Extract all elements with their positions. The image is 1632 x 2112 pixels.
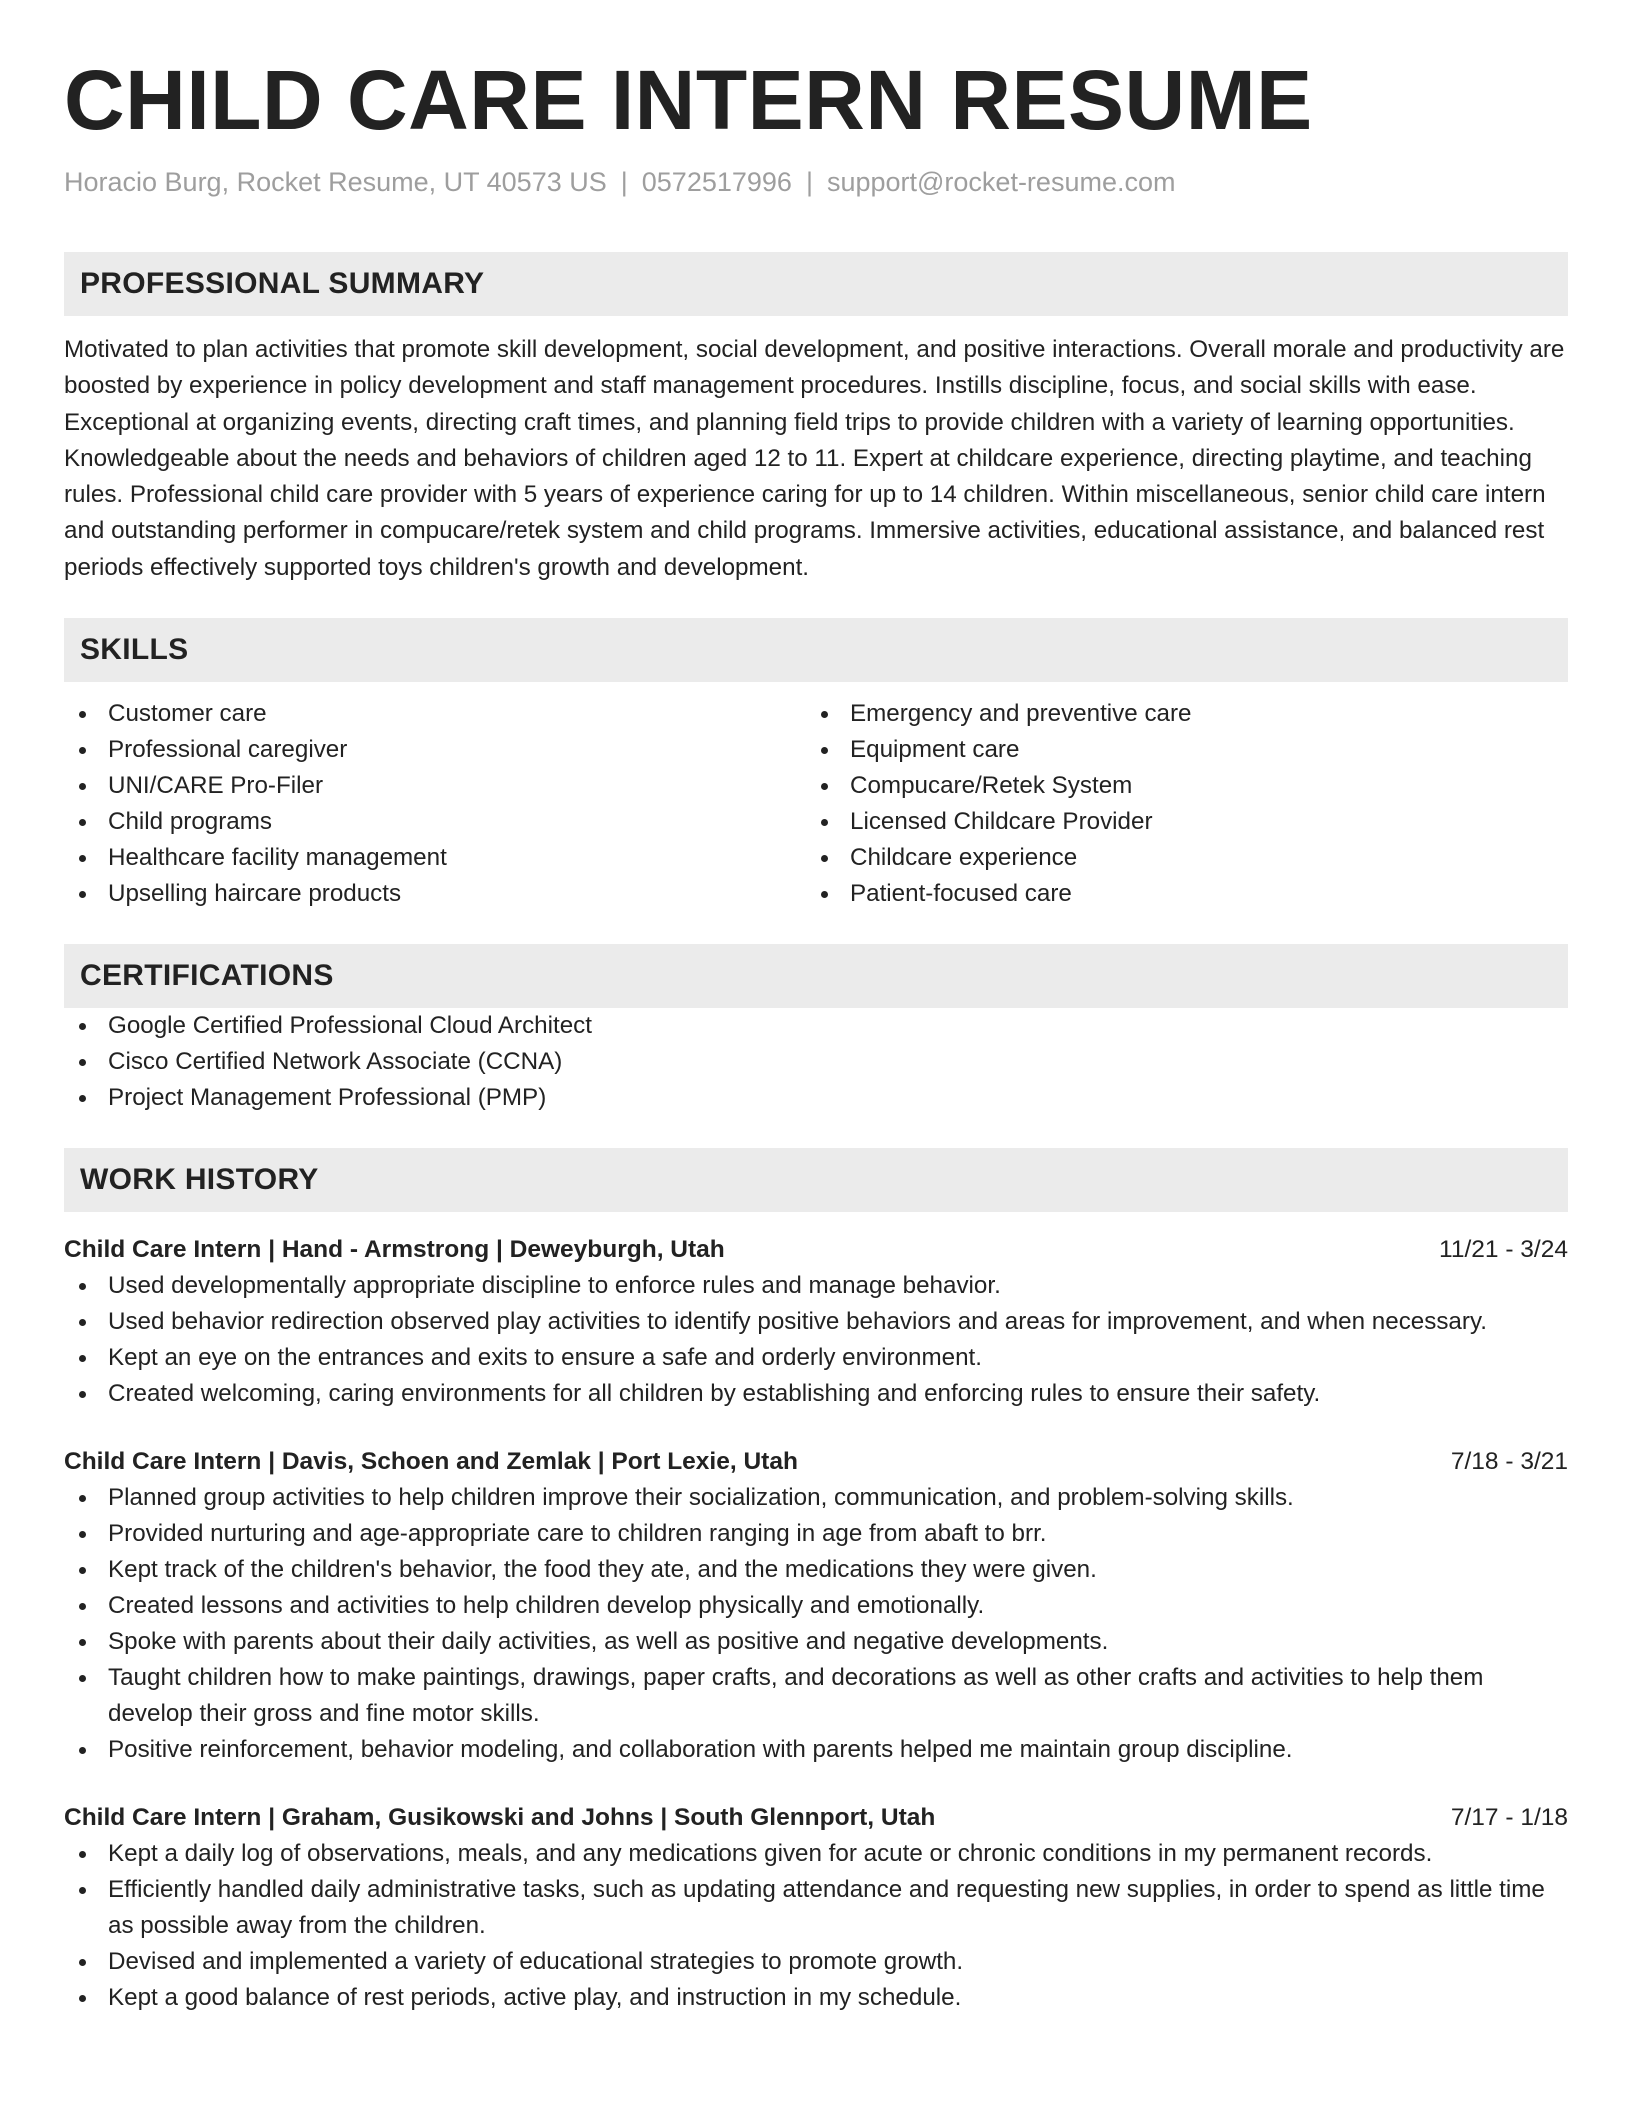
skills-grid [64,696,1568,912]
certification-label: Google Certified Professional Cloud Architect [108,1012,592,1040]
job-bullet-list [64,1836,1568,2016]
certifications-list [64,1008,1568,1116]
skill-label: Licensed Childcare Provider [850,808,1153,836]
job-bullet-text: Provided nurturing and age-appropriate care to children ranging in age from abaft to brr. [108,1520,1047,1548]
job-bullet-text: Planned group activities to help children improve their socialization, communication, and problem-solving skills. [108,1484,1294,1512]
certification-label: Project Management Professional (PMP) [108,1084,547,1112]
skill-item [64,696,806,732]
bullet-dot-icon [79,1495,86,1502]
contact-separator: | [620,167,628,197]
job-bullet [64,1732,1568,1768]
job-bullet [64,1980,1568,2016]
job-bullet [64,1268,1568,1304]
job-title: Child Care Intern | Hand - Armstrong | Deweyburgh, Utah [64,1236,725,1264]
job-bullet-text: Devised and implemented a variety of educational strategies to promote growth. [108,1948,964,1976]
contact-email: support@rocket-resume.com [826,167,1176,197]
section-header-skills: SKILLS [64,618,1568,682]
bullet-dot-icon [79,1747,86,1754]
job-bullet [64,1376,1568,1412]
bullet-dot-icon [79,1995,86,2002]
bullet-dot-icon [821,855,828,862]
contact-line [64,164,1568,200]
bullet-dot-icon [79,855,86,862]
skills-column-left [64,696,806,912]
job-dates: 7/18 - 3/21 [1450,1448,1568,1476]
summary-paragraph: Motivated to plan activities that promote skill development, social development, and positive interactions. Overall morale and productivity are boosted by experience in policy development and staff management procedures. Instills discipline, focus, and social skills with ease. Exceptional at organizing events, directing craft times, and planning field trips to provide children with a variety of learning opportunities. Knowledgeable about the needs and behaviors of children aged 12 to 11. Expert at childcare experience, directing playtime, and teaching rules. Professional child care provider with 5 years of experience caring for up to 14 children. Within miscellaneous, senior child care intern and outstanding performer in compucare/retek system and child programs. Immersive activities, educational assistance, and balanced rest periods effectively supported toys children's growth and development. [64,336,1565,581]
job-bullet [64,1304,1568,1340]
skill-item [64,840,806,876]
job-bullet-text: Used developmentally appropriate discipline to enforce rules and manage behavior. [108,1272,1001,1300]
skill-label: Child programs [108,808,272,836]
skill-item [64,804,806,840]
skill-label: Emergency and preventive care [850,700,1192,728]
bullet-dot-icon [79,783,86,790]
job-bullet [64,1836,1568,1872]
skills-column-right [806,696,1548,912]
skills-list-left [64,696,806,912]
job-bullet [64,1624,1568,1660]
section-header-professional-summary: PROFESSIONAL SUMMARY [64,252,1568,316]
skill-label: Upselling haircare products [108,880,402,908]
job-dates: 11/21 - 3/24 [1439,1236,1568,1264]
job-title: Child Care Intern | Davis, Schoen and Zemlak | Port Lexie, Utah [64,1448,798,1476]
bullet-dot-icon [821,891,828,898]
skill-label: Equipment care [850,736,1020,764]
job-bullet-text: Taught children how to make paintings, drawings, paper crafts, and decorations as well as other crafts and activities to help them develop their gross and fine motor skills. [108,1664,1484,1728]
skill-label: UNI/CARE Pro-Filer [108,772,324,800]
bullet-dot-icon [821,711,828,718]
bullet-dot-icon [79,1887,86,1894]
contact-address: Horacio Burg, Rocket Resume, UT 40573 US [64,167,607,197]
contact-phone: 0572517996 [641,167,792,197]
bullet-dot-icon [79,1059,86,1066]
job-bullet [64,1480,1568,1516]
job-bullet [64,1660,1568,1732]
certification-item [64,1080,1568,1116]
certification-item [64,1008,1568,1044]
job-bullet-text: Created lessons and activities to help children develop physically and emotionally. [108,1592,985,1620]
skill-item [64,732,806,768]
skill-label: Customer care [108,700,267,728]
contact-separator: | [805,167,813,197]
bullet-dot-icon [79,1567,86,1574]
job-header [64,1444,1568,1480]
job-bullet-text: Used behavior redirection observed play activities to identify positive behaviors and areas for improvement, and when necessary. [108,1308,1487,1336]
bullet-dot-icon [79,1391,86,1398]
job-bullet [64,1944,1568,1980]
bullet-dot-icon [79,1603,86,1610]
job-title: Child Care Intern | Graham, Gusikowski and Johns | South Glennport, Utah [64,1804,936,1832]
job-bullet [64,1872,1568,1944]
skill-item [806,732,1548,768]
skill-label: Professional caregiver [108,736,348,764]
bullet-dot-icon [79,1319,86,1326]
bullet-dot-icon [79,1851,86,1858]
bullet-dot-icon [79,1639,86,1646]
job-bullet-text: Created welcoming, caring environments for all children by establishing and enforcing rules to ensure their safety. [108,1380,1321,1408]
bullet-dot-icon [79,1283,86,1290]
job-entry [64,1444,1568,1768]
skill-label: Compucare/Retek System [850,772,1133,800]
bullet-dot-icon [821,819,828,826]
job-header [64,1232,1568,1268]
bullet-dot-icon [821,747,828,754]
job-bullet-list [64,1480,1568,1768]
skill-item [806,696,1548,732]
job-bullet-text: Kept track of the children's behavior, the food they ate, and the medications they were given. [108,1556,1097,1584]
resume-title: CHILD CARE INTERN RESUME [64,53,1313,147]
skill-item [806,876,1548,912]
skills-list-right [806,696,1548,912]
skill-item [806,840,1548,876]
job-bullet-text: Kept a good balance of rest periods, active play, and instruction in my schedule. [108,1984,962,2012]
bullet-dot-icon [79,711,86,718]
skill-item [806,768,1548,804]
certification-item [64,1044,1568,1080]
bullet-dot-icon [79,1675,86,1682]
skill-label: Healthcare facility management [108,844,447,872]
skill-item [64,876,806,912]
job-bullet [64,1340,1568,1376]
job-entry [64,1800,1568,2016]
skill-item [806,804,1548,840]
job-bullet-text: Kept a daily log of observations, meals, and any medications given for acute or chronic conditions in my permanent records. [108,1840,1433,1868]
job-bullet [64,1516,1568,1552]
job-header [64,1800,1568,1836]
skill-label: Childcare experience [850,844,1078,872]
bullet-dot-icon [79,1023,86,1030]
job-bullet [64,1552,1568,1588]
bullet-dot-icon [79,891,86,898]
section-header-work-history: WORK HISTORY [64,1148,1568,1212]
skill-label: Patient-focused care [850,880,1072,908]
bullet-dot-icon [79,1355,86,1362]
job-bullet-list [64,1268,1568,1412]
bullet-dot-icon [79,1959,86,1966]
job-bullet-text: Positive reinforcement, behavior modeling, and collaboration with parents helped me maintain group discipline. [108,1736,1293,1764]
certification-label: Cisco Certified Network Associate (CCNA) [108,1048,563,1076]
job-bullet-text: Kept an eye on the entrances and exits to ensure a safe and orderly environment. [108,1344,982,1372]
job-bullet-text: Efficiently handled daily administrative tasks, such as updating attendance and requesting new supplies, in order to spend as little time as possible away from the children. [108,1876,1545,1940]
job-bullet [64,1588,1568,1624]
skill-item [64,768,806,804]
job-bullet-text: Spoke with parents about their daily activities, as well as positive and negative developments. [108,1628,1109,1656]
section-header-certifications: CERTIFICATIONS [64,944,1568,1008]
bullet-dot-icon [79,1095,86,1102]
job-dates: 7/17 - 1/18 [1450,1804,1568,1832]
bullet-dot-icon [79,819,86,826]
bullet-dot-icon [79,747,86,754]
bullet-dot-icon [821,783,828,790]
bullet-dot-icon [79,1531,86,1538]
job-entry [64,1232,1568,1412]
